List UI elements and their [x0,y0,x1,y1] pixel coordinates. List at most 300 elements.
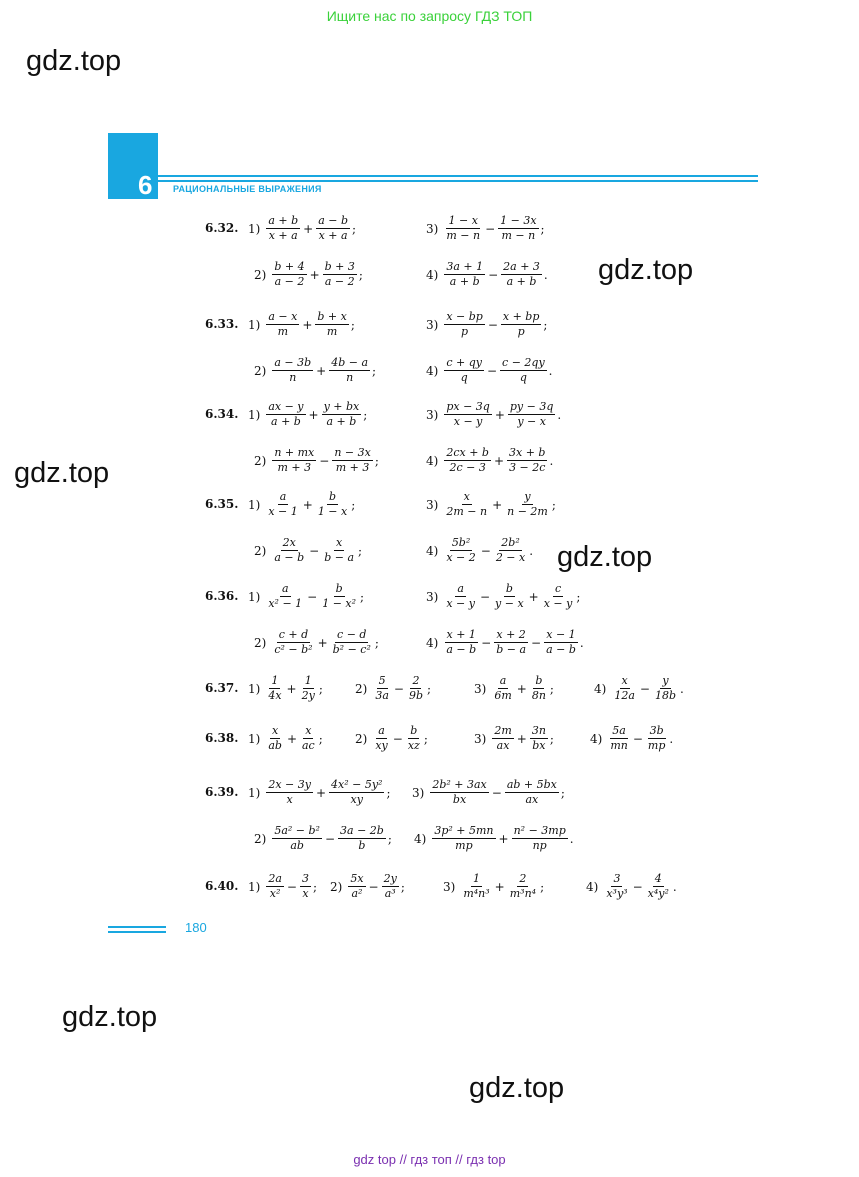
operator: + [494,879,505,894]
exercise-item [414,824,574,853]
numerator: x [336,536,343,549]
numerator: c − 2qy [502,356,545,369]
exercise-item [330,872,405,901]
item-label: 1) [248,879,261,894]
exercise-item [426,260,548,289]
exercise-number: 6.33. [205,317,239,331]
denominator: 2c − 3 [449,461,486,474]
numerator: a [279,490,287,503]
item-label: 3) [426,589,439,604]
denominator: a + b [506,275,537,288]
exercise-item [594,674,684,703]
item-label: 3) [426,407,439,422]
denominator: c² − b² [274,643,313,656]
fraction [329,356,370,385]
numerator: x [272,724,279,737]
exercise-item [426,356,552,385]
operator: + [303,221,314,236]
punctuation: ; [352,221,357,236]
numerator: n − 3x [334,446,371,459]
denominator: mp [647,739,666,752]
denominator: x [302,887,309,900]
denominator: mp [455,839,473,852]
denominator: x [286,793,293,806]
denominator: b − a [324,551,355,564]
exercise-item [248,214,356,243]
exercise-number: 6.40. [205,879,239,893]
exercise-item [412,778,565,807]
numerator: c [554,582,562,595]
fraction [266,872,284,901]
fraction [500,356,547,385]
numerator: 3a − 2b [340,824,384,837]
operator: + [516,681,527,696]
fraction [444,400,492,429]
fraction [494,628,528,657]
exercise-item [355,724,428,753]
exercise-item [248,872,317,901]
operator: − [392,731,403,746]
fraction [461,872,491,901]
numerator: y [524,490,531,503]
numerator: ab + 5bx [506,778,557,791]
numerator: x [463,490,470,503]
exercise-item [426,490,556,519]
denominator: ax [496,739,510,752]
denominator: 6m [494,689,512,702]
numerator: 5x [350,872,364,885]
numerator: 3 [613,872,621,885]
denominator: m⁴n³ [463,887,490,900]
operator: − [368,879,379,894]
fraction [604,872,629,901]
fraction [444,628,478,657]
fraction [612,674,637,703]
punctuation: . [543,267,548,282]
fraction [507,446,547,475]
punctuation: ; [560,785,565,800]
exercise-item [254,356,376,385]
numerator: x + 1 [446,628,476,641]
denominator: m [277,325,289,338]
operator: − [485,221,496,236]
numerator: 3b [649,724,664,737]
punctuation: ; [318,681,323,696]
item-label: 4) [594,681,607,696]
punctuation: ; [540,221,545,236]
numerator: a + b [268,214,299,227]
numerator: 3 [301,872,309,885]
numerator: px − 3q [446,400,490,413]
denominator: ab [268,739,282,752]
denominator: n [346,371,354,384]
fraction [320,582,358,611]
denominator: bx [452,793,467,806]
denominator: q [519,371,527,384]
denominator: x − y [446,597,475,610]
fraction [493,582,526,611]
numerator: 2a + 3 [503,260,540,273]
punctuation: . [669,731,674,746]
exercise-number: 6.38. [205,731,239,745]
denominator: m + 3 [277,461,312,474]
operator: + [498,831,509,846]
operator: + [528,589,539,604]
numerator: b [410,724,418,737]
fraction [272,260,306,289]
fraction [444,446,491,475]
fraction [542,582,575,611]
denominator: xy [375,739,388,752]
fraction [444,356,484,385]
fraction [373,724,389,753]
denominator: 2y [301,689,315,702]
operator: − [309,543,320,558]
operator: − [639,681,650,696]
numerator: 2x [282,536,296,549]
numerator: 2b² [501,536,520,549]
denominator: x + a [268,229,298,242]
operator: + [494,407,505,422]
item-label: 1) [248,221,261,236]
denominator: 8n [531,689,546,702]
operator: + [302,317,313,332]
denominator: x + a [318,229,348,242]
denominator: x⁴y² [647,887,669,900]
fraction [266,490,299,519]
fraction [332,446,373,475]
denominator: 18b [654,689,676,702]
denominator: 4x [268,689,282,702]
denominator: x − 2 [446,551,476,564]
exercise-item [254,446,379,475]
fraction [508,400,556,429]
denominator: ax [525,793,539,806]
fraction [266,400,305,429]
fraction [272,356,313,385]
denominator: n − 2m [507,505,548,518]
numerator: 4b − a [331,356,369,369]
fraction [444,490,489,519]
exercise-number: 6.32. [205,221,239,235]
numerator: 2a [268,872,282,885]
fraction [322,400,362,429]
fraction [544,628,578,657]
exercise-item [355,674,431,703]
fraction [315,310,348,339]
numerator: b + 4 [274,260,305,273]
numerator: ax − y [268,400,304,413]
operator: − [307,589,318,604]
punctuation: . [549,453,554,468]
fraction [322,536,356,565]
exercise-item [474,724,554,753]
numerator: 2cx + b [446,446,489,459]
item-label: 4) [426,543,439,558]
punctuation: ; [423,731,428,746]
numerator: x − bp [446,310,483,323]
numerator: 5b² [451,536,471,549]
denominator: a + b [449,275,480,288]
exercise-item [426,628,584,657]
fraction [266,778,313,807]
denominator: 2 − x [495,551,526,564]
exercise-item [254,536,362,565]
operator: − [491,785,502,800]
numerator: 4x² − 5y² [331,778,383,791]
numerator: x − 1 [546,628,576,641]
numerator: y [662,674,669,687]
numerator: 3p² + 5mn [434,824,494,837]
fraction [266,582,304,611]
numerator: 3x + b [509,446,546,459]
operator: − [319,453,330,468]
numerator: 5a² − b² [274,824,320,837]
top-search-note: Ищите нас по запросу ГДЗ ТОП [326,8,533,24]
fraction [266,724,284,753]
denominator: n [289,371,297,384]
operator: + [315,785,327,800]
operator: − [480,543,491,558]
operator: + [317,635,328,650]
fraction [348,872,365,901]
operator: + [316,363,327,378]
denominator: a − 2 [274,275,305,288]
numerator: 2 [519,872,527,885]
denominator: np [532,839,547,852]
numerator: b [505,582,513,595]
fraction [653,674,678,703]
punctuation: . [529,543,534,558]
header-rule [158,180,758,182]
denominator: b [358,839,366,852]
exercise-item [426,536,533,565]
numerator: 2 [412,674,420,687]
denominator: a − b [546,643,576,656]
denominator: xz [407,739,420,752]
exercise-item [248,400,367,429]
item-label: 2) [330,879,343,894]
denominator: b − a [496,643,527,656]
numerator: x [305,724,312,737]
footer-links: gdz top // гдз топ // гдз top [353,1152,506,1167]
exercise-item [248,674,323,703]
operator: − [486,363,498,378]
fraction [444,536,477,565]
operator: − [479,589,491,604]
fraction [505,490,550,519]
numerator: 2b² + 3ax [432,778,487,791]
operator: − [393,681,404,696]
punctuation: ; [358,267,363,282]
fraction [530,674,548,703]
exercise-item [426,310,547,339]
denominator: m + 3 [335,461,370,474]
numerator: b [329,490,337,503]
denominator: a + b [326,415,357,428]
punctuation: . [672,879,677,894]
fraction [646,724,667,753]
denominator: q [460,371,468,384]
fraction [266,310,299,339]
chapter-number: 6 [138,170,153,200]
fraction [530,724,548,753]
punctuation: . [680,681,684,696]
fraction [331,628,373,657]
fraction [512,824,568,853]
exercise-item [426,582,580,611]
numerator: x [621,674,628,687]
item-label: 2) [254,267,267,282]
fraction [272,446,316,475]
denominator: 12a [614,689,635,702]
punctuation: ; [551,497,556,512]
denominator: y − x [495,597,524,610]
fraction [272,824,322,853]
numerator: a − x [268,310,298,323]
fraction [373,674,391,703]
numerator: x + 2 [496,628,526,641]
numerator: 2m [494,724,512,737]
numerator: a [281,582,289,595]
fraction [505,778,559,807]
exercise-item [443,872,544,901]
operator: − [632,731,643,746]
numerator: 3n [531,724,546,737]
fraction [406,724,422,753]
denominator: p [461,325,469,338]
fraction [272,628,314,657]
numerator: b + x [317,310,347,323]
exercise-item [426,214,545,243]
item-label: 2) [254,831,267,846]
fraction [329,778,384,807]
punctuation: . [569,831,574,846]
fraction [316,490,349,519]
operator: − [324,831,336,846]
item-label: 1) [248,317,261,332]
denominator: 1 − x² [322,597,357,610]
fraction [382,872,399,901]
fraction [498,214,538,243]
fraction [501,310,542,339]
fraction [266,674,283,703]
operator: − [531,635,542,650]
denominator: xy [350,793,363,806]
exercise-item [474,674,554,703]
numerator: 1 − 3x [500,214,537,227]
fraction [300,674,317,703]
numerator: 2y [383,872,397,885]
denominator: a + b [271,415,301,428]
numerator: a [457,582,464,595]
item-label: 4) [426,635,439,650]
denominator: a² [351,887,363,900]
numerator: 3a + 1 [446,260,484,273]
numerator: b [335,582,343,595]
exercise-number: 6.37. [205,681,239,695]
fraction [444,260,485,289]
numerator: b [535,674,543,687]
watermark: gdz.top [14,457,110,489]
punctuation: ; [350,317,355,332]
fraction [501,260,542,289]
page-rule [108,926,166,928]
watermark: gdz.top [62,1001,158,1033]
item-label: 4) [426,453,439,468]
operator: − [632,879,643,894]
item-label: 1) [248,731,261,746]
fraction [492,724,513,753]
fraction [444,582,477,611]
punctuation: . [557,407,562,422]
operator: + [493,453,505,468]
fraction [608,724,630,753]
fraction [300,724,317,753]
exercise-item [426,446,553,475]
numerator: 5a [612,724,626,737]
exercise-item [248,778,391,807]
denominator: 3 − 2c [509,461,546,474]
operator: + [309,267,320,282]
item-label: 2) [355,681,368,696]
punctuation: ; [358,543,363,558]
exercise-number: 6.36. [205,589,239,603]
operator: + [286,681,297,696]
numerator: a − b [318,214,349,227]
numerator: 1 − x [448,214,478,227]
denominator: 2m − n [446,505,488,518]
denominator: x² [269,887,281,900]
item-label: 3) [426,317,439,332]
exercise-number: 6.35. [205,497,239,511]
punctuation: ; [549,681,554,696]
denominator: y − x [517,415,546,428]
watermark: gdz.top [26,45,122,77]
item-label: 2) [355,731,368,746]
denominator: 9b [408,689,423,702]
item-label: 4) [590,731,603,746]
denominator: m [326,325,338,338]
item-label: 2) [254,363,267,378]
item-label: 3) [426,497,439,512]
item-label: 2) [254,453,267,468]
item-label: 3) [474,731,487,746]
watermark: gdz.top [469,1072,565,1104]
operator: + [492,497,503,512]
numerator: 1 [271,674,279,687]
punctuation: ; [386,785,391,800]
punctuation: ; [576,589,581,604]
exercise-item [248,490,355,519]
watermark: gdz.top [598,254,694,286]
operator: + [308,407,319,422]
item-label: 1) [248,681,261,696]
exercise-number: 6.39. [205,785,239,799]
punctuation: ; [312,879,317,894]
item-label: 2) [254,635,267,650]
denominator: ab [290,839,304,852]
item-label: 2) [254,543,267,558]
punctuation: ; [318,731,323,746]
denominator: mn [610,739,628,752]
denominator: x − 1 [268,505,298,518]
item-label: 4) [426,363,439,378]
exercise-item [248,582,364,611]
fraction [432,824,495,853]
exercise-number: 6.34. [205,407,239,421]
punctuation: ; [427,681,432,696]
